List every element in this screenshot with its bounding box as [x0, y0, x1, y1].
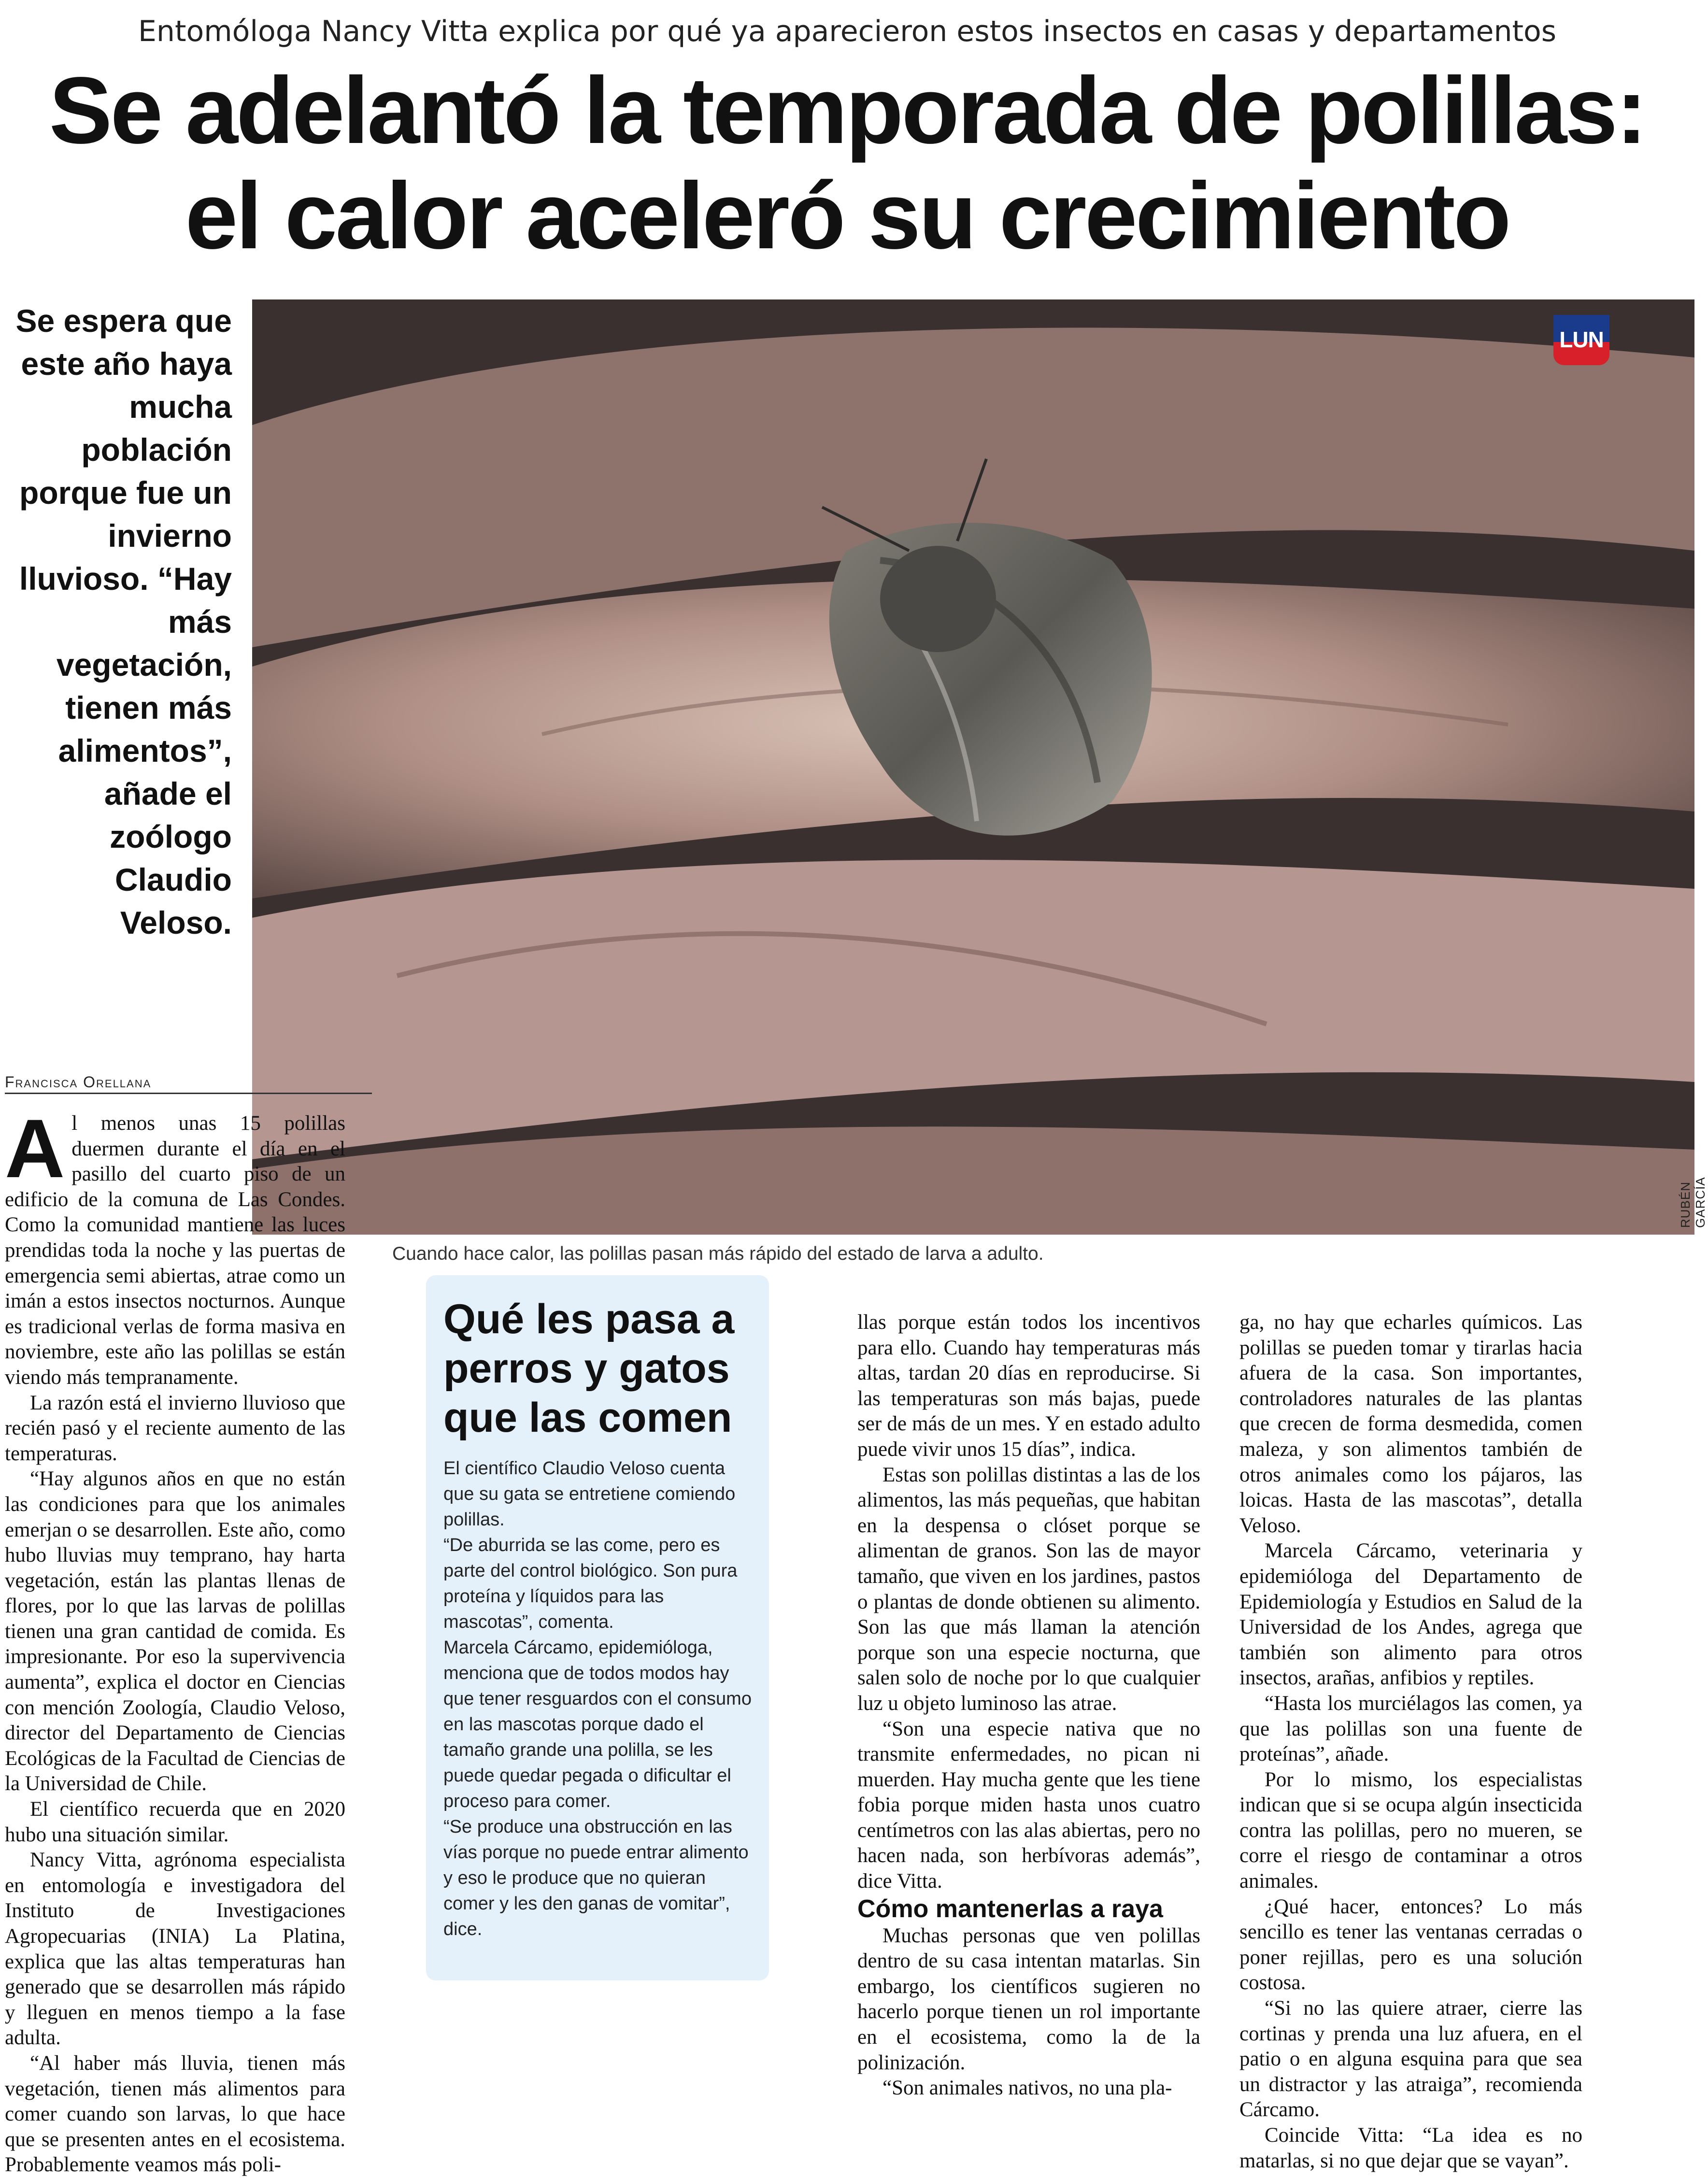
sidebar-paragraph: “Se produce una obstrucción en las vías porque no puede entrar alimento y eso le produce que no quieran comer y les den ganas de vomitar”, dice.: [443, 1817, 749, 1939]
headline: [0, 58, 1694, 269]
article-paragraph: Estas son polillas distintas a las de los alimentos, las más pequeñas, que habitan en la despensa o clóset porque se alimentan de granos. Son las de mayor tamaño, que viven en los jardines, pastos o plantas de donde obtienen su alimento. Son las que más llaman la atención porque son una especie nocturna, que salen solo de noche por lo que cualquier luz u objeto luminoso las atrae.: [857, 1463, 1200, 1715]
article-paragraph: Marcela Cárcamo, veterinaria y epidemióloga del Departamento de Epidemiología y Estudios en Salud de la Universidad de los Andes, agrega que también son alimento para otros insectos, arañas, anfibios y reptiles.: [1239, 1539, 1582, 1690]
hand-and-moth-illustration: [252, 299, 1708, 1235]
byline-rule: [5, 1093, 372, 1094]
lun-logo: [1553, 315, 1609, 365]
article-paragraph: La razón está el invierno lluvioso que recién pasó y el reciente aumento de las temperaturas.: [5, 1391, 345, 1465]
article-paragraph: ¿Qué hacer, entonces? Lo más sencillo es tener las ventanas cerradas o poner rejillas, pero es una solución costosa.: [1239, 1895, 1582, 1994]
sidebar-paragraph: Marcela Cárcamo, epidemióloga, menciona que de todos modos hay que tener resguardos con el consumo en las mascotas porque dado el tamaño grande una polilla, se les puede quedar pegada o dificultar el proceso para comer.: [443, 1637, 752, 1811]
article-paragraph: ga, no hay que echarles químicos. Las polillas se pueden tomar y tirarlas hacia afuera de la casa. Son importantes, controladores naturales de las plantas que crecen de forma desmedida, comen maleza, y son alimentos también de otros animales como los pájaros, las loicas. Hasta de las mascotas”, detalla Veloso.: [1239, 1311, 1582, 1537]
article-paragraph: Muchas personas que ven polillas dentro de su casa intentan matarlas. Sin embargo, los científicos sugieren no hacerlo porque tienen un rol importante en el ecosistema, como la de la polinización.: [857, 1924, 1200, 2074]
article-paragraph: “Si no las quiere atraer, cierre las cortinas y prenda una luz afuera, en el patio o en alguna esquina para que sea un distractor y las atraiga”, recomienda Cárcamo.: [1239, 1997, 1582, 2121]
lun-logo-text: LUN: [1559, 327, 1604, 352]
article-paragraph: Coincide Vitta: “La idea es no matarlas, si no que dejar que se vayan”.: [1239, 2124, 1582, 2172]
article-paragraph: llas porque están todos los incentivos para ello. Cuando hay temperaturas más altas, tardan 20 días en reproducirse. Si las temperaturas son más bajas, puede ser de más de un mes. Y en estado adulto puede vivir unos 15 días”, indica.: [857, 1311, 1200, 1461]
article-paragraph: Al menos unas 15 polillas duermen durante el día en el pasillo del cuarto piso de un edificio de la comuna de Las Condes. Como la comunidad mantiene las luces prendidas toda la noche y las puertas de emergencia semi abiertas, atrae como un imán a estos insectos nocturnos. Aunque es tradicional verlas de forma masiva en noviembre, este año las polillas se están viendo más tempranamente.: [5, 1102, 345, 1389]
headline-line-2: el calor aceleró su crecimiento: [185, 163, 1509, 269]
article-paragraph: “Son animales nativos, no una pla-: [882, 2077, 1172, 2100]
sidebar-body: [443, 1456, 752, 1942]
sidebar-box: [426, 1275, 769, 1980]
article-column-1: [5, 1102, 345, 2178]
article-paragraph: “Hasta los murciélagos las comen, ya que las polillas son una fuente de proteínas”, añade.: [1239, 1692, 1582, 1766]
article-paragraph: Por lo mismo, los especialistas indican que si se ocupa algún insecticida contra las polillas, pero no mueren, se corre el riesgo de contaminar a otros animales.: [1239, 1768, 1582, 1893]
photo-caption: Cuando hace calor, las polillas pasan más rápido del estado de larva a adulto.: [392, 1243, 1044, 1264]
moth-photo: [252, 299, 1708, 1235]
byline: Francisca Orellana: [5, 1073, 152, 1091]
sidebar-paragraph: “De aburrida se las come, pero es parte del control biológico. Son pura proteína y líquidos para las mascotas”, comenta.: [443, 1535, 738, 1632]
subheading: Cómo mantenerlas a raya: [857, 1894, 1163, 1923]
article-paragraph: “Son una especie nativa que no transmite enfermedades, no pican ni muerden. Hay mucha gente que les tiene fobia porque miden hasta unos cuatro centímetros con las alas abiertas, pero no hacen nada, son herbívoras además”, dice Vitta.: [857, 1717, 1200, 1893]
photo-credit: RUBÉN GARCÍA: [1678, 1177, 1708, 1228]
article-paragraph: Nancy Vitta, agrónoma especialista en entomología e investigadora del Instituto de Investigaciones Agropecuarias (INIA) La Platina, explica que las altas temperaturas han generado que se desarrollen más rápido y lleguen en menos tiempo a la fase adulta.: [5, 1849, 345, 2050]
headline-line-1: Se adelantó la temporada de polillas:: [49, 57, 1646, 163]
article-column-4: [1239, 1310, 1582, 2174]
article-paragraph: “Al haber más lluvia, tienen más vegetación, tienen más alimentos para comer cuando son larvas, lo que hace que se presenten antes en el ecosistema. Probablemente veamos más poli-: [5, 2051, 345, 2177]
article-column-3: [857, 1310, 1200, 2101]
deck: Se espera que este año haya mucha población porque fue un invierno lluvioso. “Hay más vegetación, tienen más alimentos”, añade el zoólogo Claudio Veloso.: [15, 303, 232, 940]
drop-cap: A: [5, 1102, 65, 1195]
sidebar-paragraph: El científico Claudio Veloso cuenta que su gata se entretiene comiendo polillas.: [443, 1458, 736, 1530]
sidebar-title: Qué les pasa a perros y gatos que las comen: [443, 1296, 735, 1441]
kicker: Entomóloga Nancy Vitta explica por qué ya aparecieron estos insectos en casas y departamentos: [138, 14, 1556, 48]
article-paragraph: El científico recuerda que en 2020 hubo una situación similar.: [5, 1798, 345, 1846]
article-paragraph: “Hay algunos años en que no están las condiciones para que los animales emerjan o se desarrollen. Este año, como hubo lluvias muy temprano, hay harta vegetación, están las plantas llenas de flores, por lo que las larvas de polillas tienen una gran cantidad de comida. Es impresionante. Por eso la supervivencia aumenta”, explica el doctor en Ciencias con mención Zoología, Claudio Veloso, director del Departamento de Ciencias Ecológicas de la Facultad de Ciencias de la Universidad de Chile.: [5, 1467, 345, 1795]
